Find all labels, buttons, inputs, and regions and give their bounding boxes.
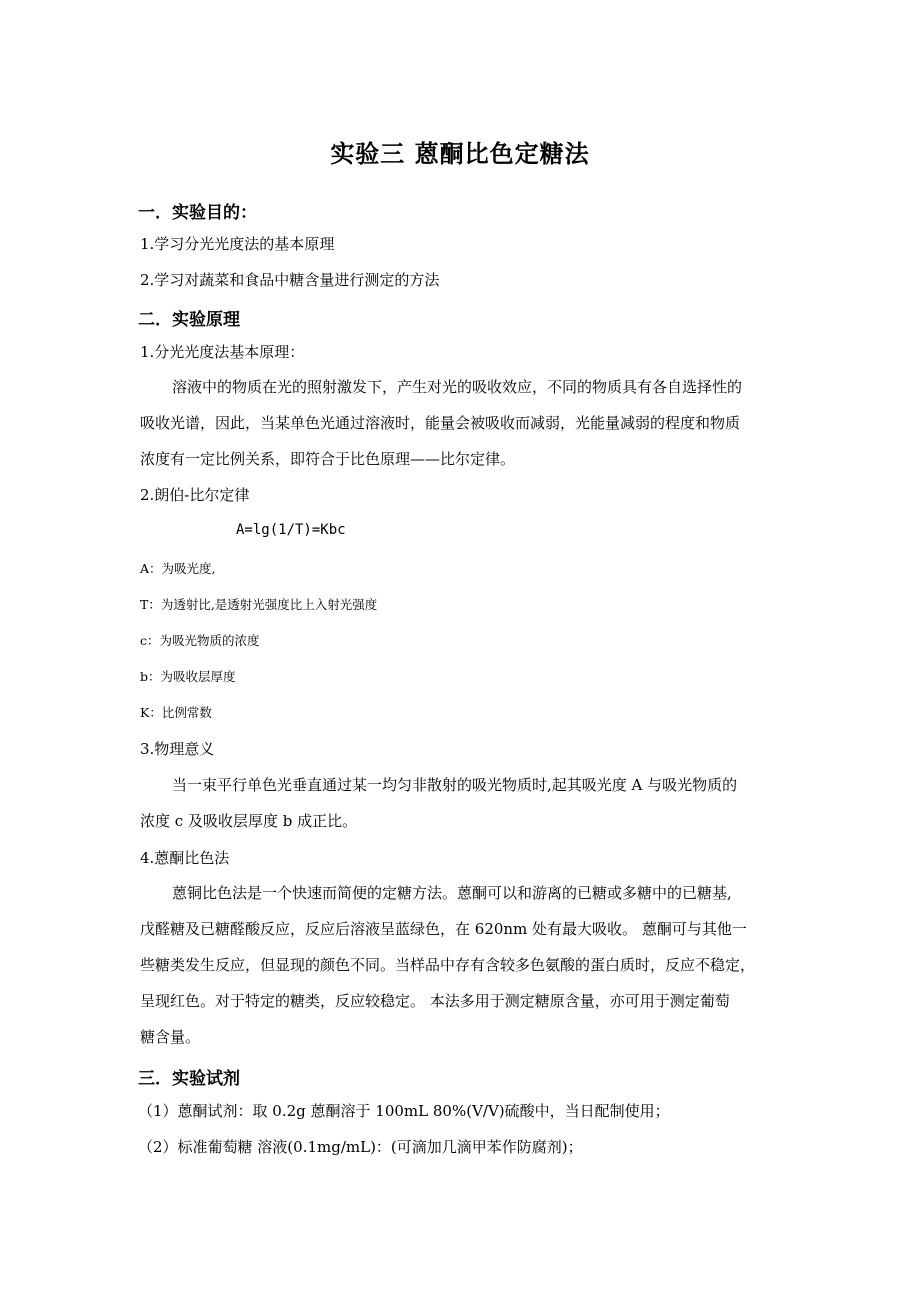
definition-line: T：为透射比,是透射光强度比上入射光强度: [140, 597, 378, 612]
subsection-title-spectrophotometry: 1.分光光度法基本原理：: [140, 343, 305, 361]
purpose-item-1: 1.学习分光光度法的基本原理: [140, 235, 335, 253]
paragraph-line: 蒽铜比色法是一个快速而简便的定糖方法。蒽酮可以和游离的已糖或多糖中的已糖基,: [172, 884, 732, 902]
definition-line: b：为吸收层厚度: [140, 669, 236, 684]
subsection-title-physical-meaning: 3.物理意义: [140, 740, 215, 758]
paragraph-line: 当一束平行单色光垂直通过某一均匀非散射的吸光物质时,起其吸光度 A 与吸光物质的: [172, 776, 738, 794]
subsection-title-anthrone-method: 4.蒽酮比色法: [140, 849, 230, 867]
document-title: 实验三 蒽酮比色定糖法: [330, 140, 590, 168]
purpose-item-2: 2.学习对蔬菜和食品中糖含量进行测定的方法: [140, 271, 440, 289]
definition-line: c：为吸光物质的浓度: [140, 633, 260, 648]
paragraph-line: 戊醛糖及已糖醛酸反应，反应后溶液呈蓝绿色，在 620nm 处有最大吸收。 蒽酮可与其他一: [140, 920, 747, 938]
reagent-item-2: （2）标准葡萄糖 溶液(0.1mg/mL)：(可滴加几滴甲苯作防腐剂)；: [138, 1138, 583, 1156]
paragraph-line: 浓度有一定比例关系，即符合于比色原理——比尔定律。: [140, 450, 516, 468]
formula: A=lg(1/T)=Kbc: [236, 522, 346, 538]
section-heading-principle: 二．实验原理: [138, 310, 240, 330]
paragraph-line: 浓度 c 及吸收层厚度 b 成正比。: [140, 812, 358, 830]
paragraph-line: 些糖类发生反应，但显现的颜色不同。当样品中存有含较多色氨酸的蛋白质时，反应不稳定，: [140, 956, 756, 974]
definition-line: K：比例常数: [140, 705, 212, 720]
paragraph-line: 溶液中的物质在光的照射激发下，产生对光的吸收效应，不同的物质具有各自选择性的: [172, 378, 743, 396]
reagent-item-1: （1）蒽酮试剂：取 0.2g 蒽酮溶于 100mL 80%(V/V)硫酸中，当日配制使用；: [138, 1102, 670, 1120]
section-heading-purpose: 一．实验目的：: [138, 203, 257, 223]
section-heading-reagents: 三．实验试剂: [138, 1069, 240, 1089]
paragraph-line: 吸收光谱，因此，当某单色光通过溶液时，能量会被吸收而减弱，光能量减弱的程度和物质: [140, 414, 741, 432]
definition-line: A：为吸光度,: [140, 561, 216, 576]
paragraph-line: 呈现红色。对于特定的糖类，反应较稳定。 本法多用于测定糖原含量，亦可用于测定葡萄: [140, 992, 730, 1010]
subsection-title-beer-lambert: 2.朗伯-比尔定律: [140, 486, 250, 504]
paragraph-line: 糖含量。: [140, 1028, 201, 1046]
